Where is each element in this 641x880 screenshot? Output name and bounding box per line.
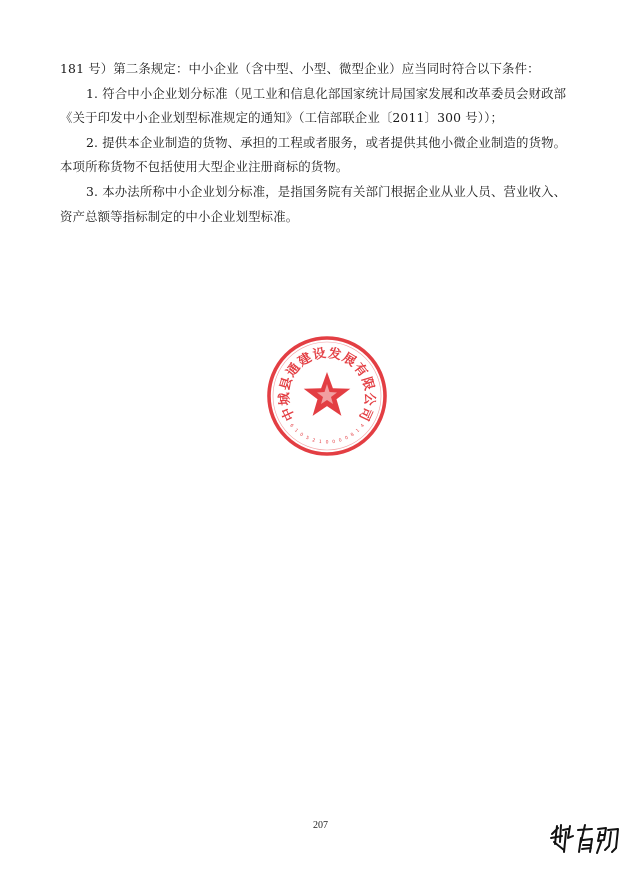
text-line: 资产总额等指标制定的中小企业划型标准。: [60, 208, 299, 224]
seal-char: 中: [279, 404, 299, 423]
seal-digit: 0: [338, 438, 343, 444]
seal-digit: 1: [318, 439, 322, 446]
text-line: 181 号）第二条规定：中小企业（含中型、小型、微型企业）应当同时符合以下条件：: [60, 61, 540, 76]
seal-digit: 1: [293, 428, 299, 434]
body-text: [60, 57, 600, 229]
company-seal: [265, 334, 389, 458]
seal-digit: 1: [355, 428, 361, 434]
seal-digit: 0: [344, 435, 350, 442]
list-item-3: 3. 本办法所称中小企业划分标准，是指国务院有关部门根据企业从业人员、营业收入、: [86, 183, 567, 199]
seal-digit: 6: [288, 423, 294, 429]
seal-char: 限: [358, 375, 377, 393]
list-item-2: 2. 提供本企业制造的货物、承担的工程或者服务，或者提供其他小微企业制造的货物。: [86, 134, 567, 150]
seal-digit: 4: [360, 423, 366, 429]
seal-char: 展: [339, 350, 359, 370]
seal-char: 县: [277, 375, 296, 393]
seal-char: 公: [360, 391, 377, 407]
seal-char: 司: [355, 404, 375, 423]
seal-digit: 0: [298, 432, 304, 439]
text-line: 《关于印发中小企业划型标准规定的通知》（工信部联企业〔2011〕300 号））；: [60, 110, 504, 126]
seal-char: 城: [277, 391, 294, 407]
seal-digit: 5: [304, 435, 310, 442]
seal-char: 设: [311, 346, 328, 364]
seal-number: [288, 423, 366, 446]
seal-digit: 0: [332, 439, 336, 446]
page-number: 207: [313, 820, 328, 831]
seal-digit: 8: [350, 432, 356, 439]
list-item-1: 1. 符合中小企业划分标准（见工业和信息化部国家统计局国家发展和改革委员会财政部: [86, 85, 567, 101]
text-line: 本项所称货物不包括使用大型企业注册商标的货物。: [60, 159, 349, 175]
seal-digit: 2: [311, 438, 316, 444]
seal-char: 建: [295, 350, 315, 370]
seal-char: 通: [283, 360, 304, 381]
seal-char: 发: [326, 346, 343, 364]
seal-digit: 0: [325, 440, 329, 446]
seal-char: 有: [350, 360, 371, 381]
handwritten-signature: [548, 820, 630, 860]
